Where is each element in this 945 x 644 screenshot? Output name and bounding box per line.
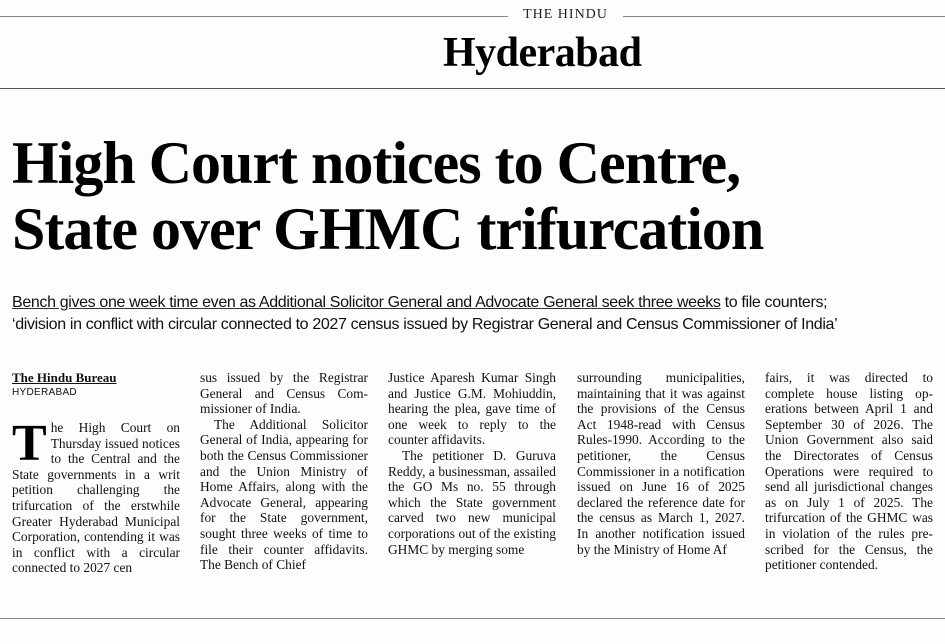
edition-title: Hyderabad — [443, 30, 642, 76]
newspaper-name: THE HINDU — [523, 7, 608, 22]
masthead-rule-left — [0, 16, 508, 17]
column-2-paragraph-2: The Additional Solicitor General of India, appearing for both the Census Commissioner and the Union Ministry of Home Affairs, along with the Advocate General, appearing for the State government, sought three weeks of time to file their counter affidavits. The Bench of Chief — [200, 416, 368, 573]
article-column-5 — [765, 370, 933, 573]
column-1-paragraph: he High Court on Thursday issued notices to the Central and the State governments in a writ petition challenging the trifurcation of the erstwhile Greater Hyderabad Municipal Corporation, contending it was in conflict with a circular connected to 2027 cen — [12, 420, 180, 576]
masthead-rule-right — [623, 16, 945, 17]
article-column-3 — [388, 370, 556, 557]
byline[interactable]: The Hindu Bureau — [12, 370, 117, 385]
deck-line-1 — [12, 292, 942, 314]
column-3-paragraph-1: Justice Aparesh Kumar Singh and Justice G.M. Mohiuddin, hearing the plea, gave time of one week to reply to the counter affidavits. — [388, 370, 556, 448]
article-deck — [12, 292, 942, 336]
article-column-1 — [12, 415, 180, 576]
dateline: HYDERABAD — [12, 387, 77, 398]
column-4-paragraph: surrounding municipalities, maintaining that it was against the provisions of the Census Act 1948-read with Census Rules-1990. According to the petitioner, the Census Commissioner in a notification issued on June 16 of 2025 declared the reference date for the census as March 1, 2027. In another notification issued by the Ministry of Home Af — [577, 370, 745, 557]
headline-line-2: State over GHMC trifurcation — [12, 196, 764, 262]
bottom-divider — [0, 618, 945, 619]
column-2-paragraph-1: sus issued by the Registrar General and Census Commissioner of India. — [200, 370, 368, 417]
section-divider — [0, 88, 945, 89]
deck-line-1-rest: to file counters; — [720, 294, 828, 311]
article-column-4 — [577, 370, 745, 557]
article-headline — [12, 130, 942, 262]
drop-cap: T — [12, 415, 47, 472]
deck-underlined-text: Bench gives one week time even as Additional Solicitor General and Advocate General seek three weeks — [12, 294, 721, 311]
headline-line-1: High Court notices to Centre, — [12, 130, 741, 196]
column-3-paragraph-2: The petitioner D. Guruva Reddy, a businessman, assailed the GO Ms no. 55 through which the State government carved two new municipal corporations out of the existing GHMC by merging some — [388, 447, 556, 557]
column-5-paragraph: fairs, it was directed to complete house listing operations between April 1 and September 30 of 2026. The Union Government also said the Directorates of Census Operations were required to send all jurisdictional changes as on July 1 of 2025. The trifurcation of the GHMC was in violation of the rules prescribed for the Census, the petitioner contended. — [765, 370, 933, 573]
deck-line-2: ‘division in conflict with circular connected to 2027 census issued by Registrar General and Census Commissioner of India’ — [12, 316, 838, 333]
article-column-2 — [200, 370, 368, 573]
